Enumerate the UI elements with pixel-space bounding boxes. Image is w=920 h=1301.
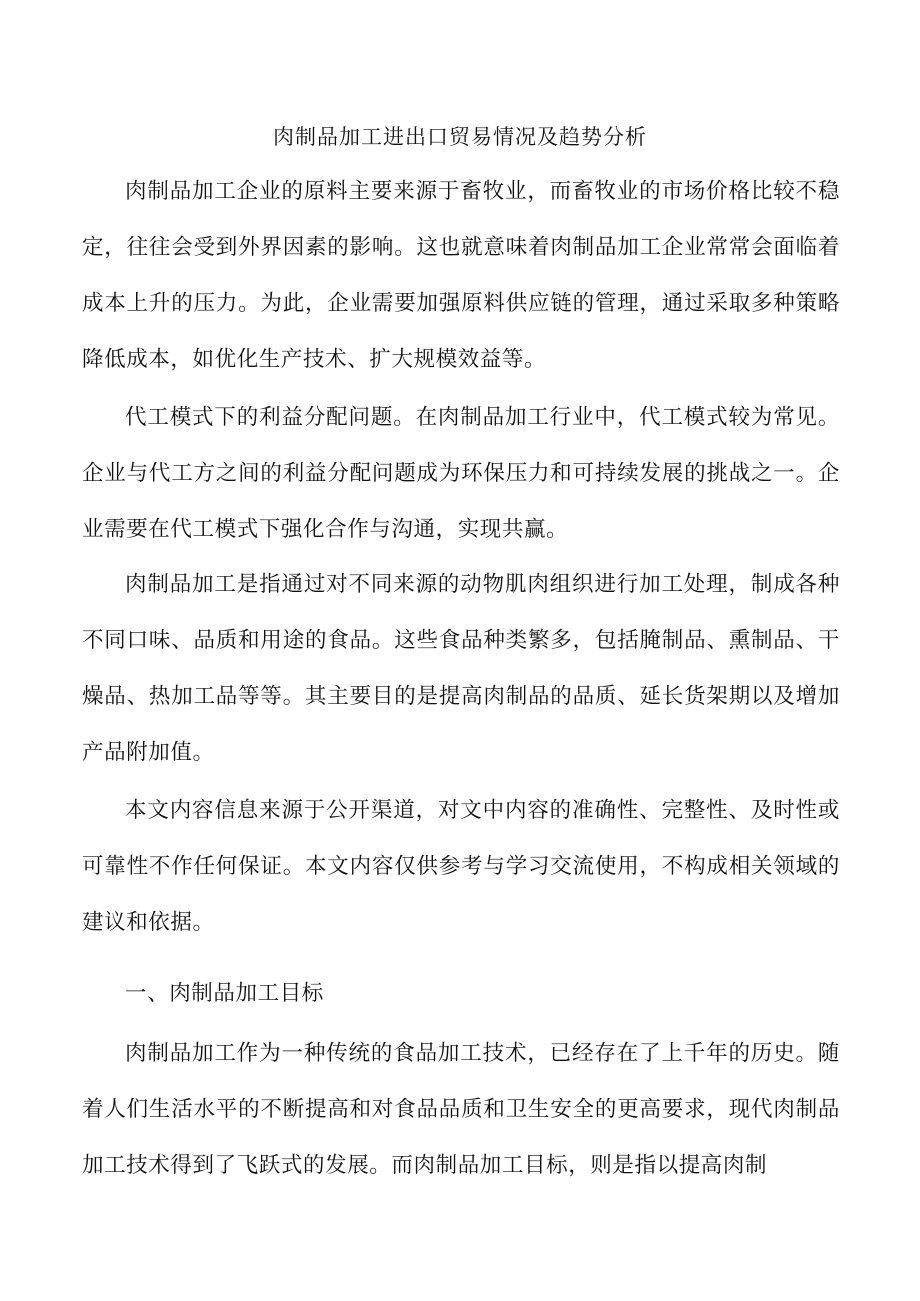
paragraph-definition: 肉制品加工是指通过对不同来源的动物肌肉组织进行加工处理，制成各种不同口味、品质和用途的食品。这些食品种类繁多，包括腌制品、熏制品、干燥品、热加工品等等。其主要目的是提高肉制品的品质、延长货架期以及增加产品附加值。 bbox=[82, 572, 840, 765]
document-title: 肉制品加工进出口贸易情况及趋势分析 bbox=[273, 125, 647, 149]
paragraph-section-intro: 肉制品加工作为一种传统的食品加工技术，已经存在了上千年的历史。随着人们生活水平的不断提高和对食品品质和卫生安全的更高要求，现代肉制品加工技术得到了飞跃式的发展。而肉制品加工目标，则是指以提高肉制 bbox=[82, 1041, 840, 1178]
section-heading: 一、肉制品加工目标 bbox=[125, 981, 324, 1006]
paragraph-oem-model: 代工模式下的利益分配问题。在肉制品加工行业中，代工模式较为常见。企业与代工方之间的利益分配问题成为环保压力和可持续发展的挑战之一。企业需要在代工模式下强化合作与沟通，实现共赢。 bbox=[82, 405, 840, 542]
paragraph-raw-material: 肉制品加工企业的原料主要来源于畜牧业，而畜牧业的市场价格比较不稳定，往往会受到外界因素的影响。这也就意味着肉制品加工企业常常会面临着成本上升的压力。为此，企业需要加强原料供应链的管理，通过采取多种策略降低成本，如优化生产技术、扩大规模效益等。 bbox=[82, 179, 840, 372]
paragraph-disclaimer: 本文内容信息来源于公开渠道，对文中内容的准确性、完整性、及时性或可靠性不作任何保证。本文内容仅供参考与学习交流使用，不构成相关领域的建议和依据。 bbox=[82, 798, 840, 935]
